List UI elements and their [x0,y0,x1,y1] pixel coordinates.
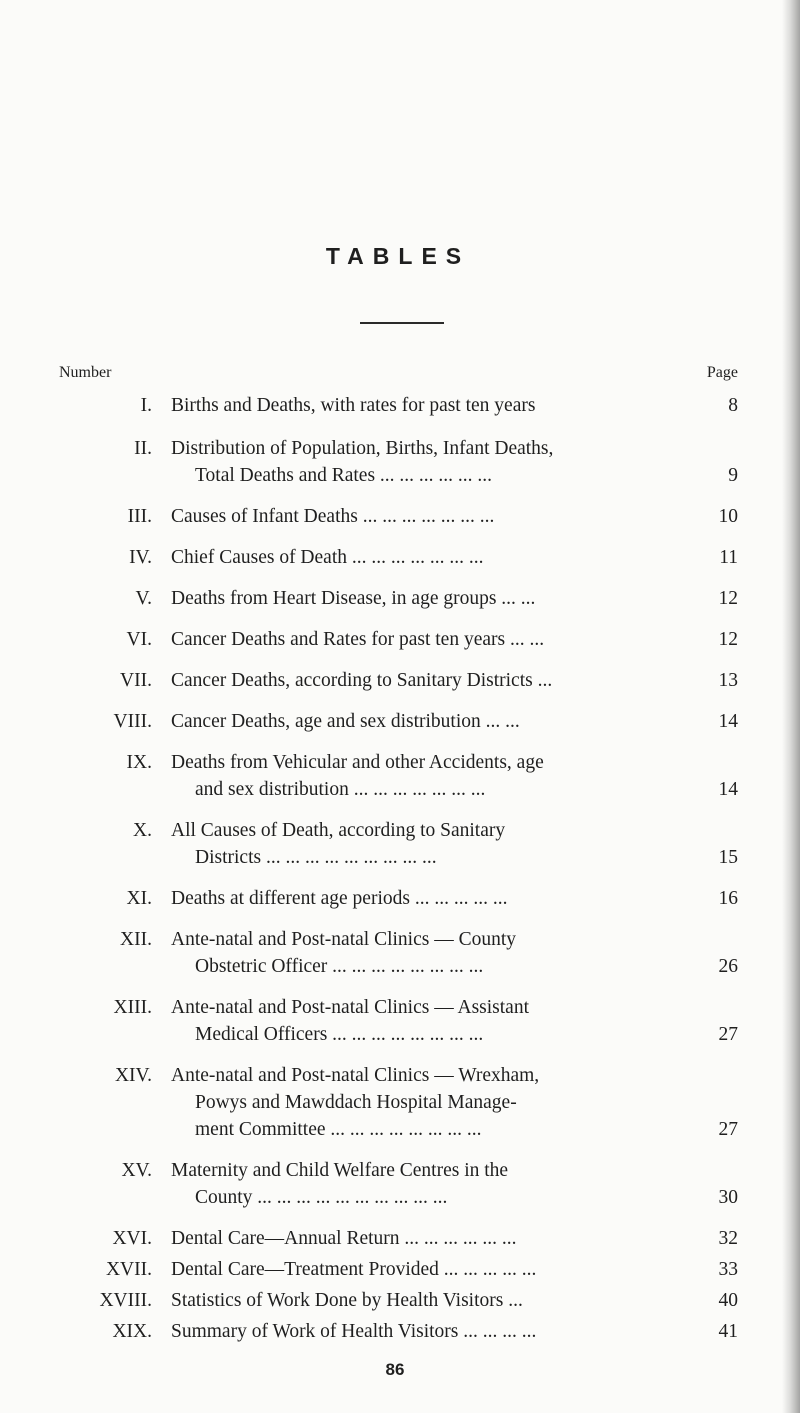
page-number: 14 [718,711,738,732]
table-title [171,1062,701,1143]
page-number: 32 [718,1228,738,1249]
table-number: XVII. [105,1259,152,1280]
table-title-line: Cancer Deaths and Rates for past ten years ... ... [171,629,545,650]
table-title [171,708,701,735]
table-title-line: and sex distribution ... ... ... ... ... ... ... [195,779,486,800]
table-title [171,926,701,980]
table-title-line: Maternity and Child Welfare Centres in the [171,1160,509,1181]
table-title-line: Distribution of Population, Births, Infant Deaths, [171,438,554,459]
folio-page-number [0,1360,800,1380]
table-title [171,1157,701,1211]
page-number: 13 [718,670,738,691]
table-title-line: Causes of Infant Deaths ... ... ... ... ... ... ... [171,506,495,527]
table-number: III. [127,506,152,527]
table-number: IV. [129,547,152,568]
heading-text: TABLES [325,243,471,269]
table-number: XII. [120,929,152,950]
table-number: XIII. [113,997,152,1018]
table-title-line: Deaths from Vehicular and other Accidents, age [171,752,544,773]
table-title-line: County ... ... ... ... ... ... ... ... ... ... [195,1187,448,1208]
table-title [171,1318,701,1345]
page-number: 26 [718,956,738,977]
table-title [171,1287,701,1314]
table-title-line: Ante-natal and Post-natal Clinics — County [171,929,516,950]
table-title [171,626,701,653]
table-number: XVIII. [99,1290,152,1311]
table-number: XIV. [114,1065,152,1086]
page-number: 40 [718,1290,738,1311]
table-number: I. [140,395,152,416]
table-title-line: Ante-natal and Post-natal Clinics — Assistant [171,997,529,1018]
table-title-line: Ante-natal and Post-natal Clinics — Wrexham, [171,1065,540,1086]
page-number: 14 [718,779,738,800]
page-number: 12 [718,588,738,609]
page-number: 9 [728,465,738,486]
page-number: 11 [719,547,738,568]
table-title-line: Summary of Work of Health Visitors ... ... ... ... [171,1321,537,1342]
table-title [171,585,701,612]
table-title-line: Chief Causes of Death ... ... ... ... ... ... ... [171,547,484,568]
page-number: 41 [718,1321,738,1342]
table-title [171,1256,701,1283]
table-number: XVI. [112,1228,152,1249]
table-number: V. [135,588,152,609]
page-number: 33 [718,1259,738,1280]
table-title-line: All Causes of Death, according to Sanitary [171,820,506,841]
page-number: 12 [718,629,738,650]
page-number: 8 [728,395,738,416]
page-number: 15 [718,847,738,868]
page-number: 30 [718,1187,738,1208]
heading-rule [360,322,444,324]
table-title-line: Dental Care—Treatment Provided ... ... ... ... ... [171,1259,537,1280]
table-number: II. [134,438,152,459]
table-title [171,503,701,530]
page-number: 16 [718,888,738,909]
table-number: VI. [126,629,152,650]
table-number: X. [133,820,152,841]
table-title [171,885,701,912]
page-heading [0,243,800,270]
folio-text: 86 [385,1360,405,1379]
table-title-line: Medical Officers ... ... ... ... ... ... ... ... [195,1024,484,1045]
table-number: VIII. [113,711,152,732]
table-title-line: Cancer Deaths, according to Sanitary Districts ... [171,670,553,691]
table-title-line: Powys and Mawddach Hospital Manage- [195,1092,517,1113]
table-title-line: Dental Care—Annual Return ... ... ... ... ... ... [171,1228,517,1249]
table-title [171,435,701,489]
table-title [171,392,701,419]
table-title-line: ment Committee ... ... ... ... ... ... ... ... [195,1119,482,1140]
column-header-number: Number [59,364,112,381]
table-title [171,994,701,1048]
table-number: XI. [126,888,152,909]
table-number: VII. [120,670,152,691]
table-title-line: Total Deaths and Rates ... ... ... ... ... ... [195,465,493,486]
column-header-page: Page [706,364,738,381]
page-number: 10 [718,506,738,527]
page-number: 27 [718,1024,738,1045]
page-number: 27 [718,1119,738,1140]
table-title [171,817,701,871]
table-title-line: Statistics of Work Done by Health Visitors ... [171,1290,523,1311]
table-title-line: Deaths from Heart Disease, in age groups ... ... [171,588,536,609]
table-title [171,1225,701,1252]
table-title-line: Deaths at different age periods ... ... ... ... ... [171,888,508,909]
table-title-line: Births and Deaths, with rates for past ten years [171,395,536,416]
table-title-line: Cancer Deaths, age and sex distribution ... ... [171,711,520,732]
table-title-line: Districts ... ... ... ... ... ... ... ... ... [195,847,437,868]
page-edge-shadow [782,0,800,1413]
table-number: IX. [126,752,152,773]
table-number: XIX. [112,1321,152,1342]
table-title-line: Obstetric Officer ... ... ... ... ... ... ... ... [195,956,484,977]
table-title [171,544,701,571]
table-number: XV. [121,1160,152,1181]
table-title [171,749,701,803]
table-title [171,667,701,694]
